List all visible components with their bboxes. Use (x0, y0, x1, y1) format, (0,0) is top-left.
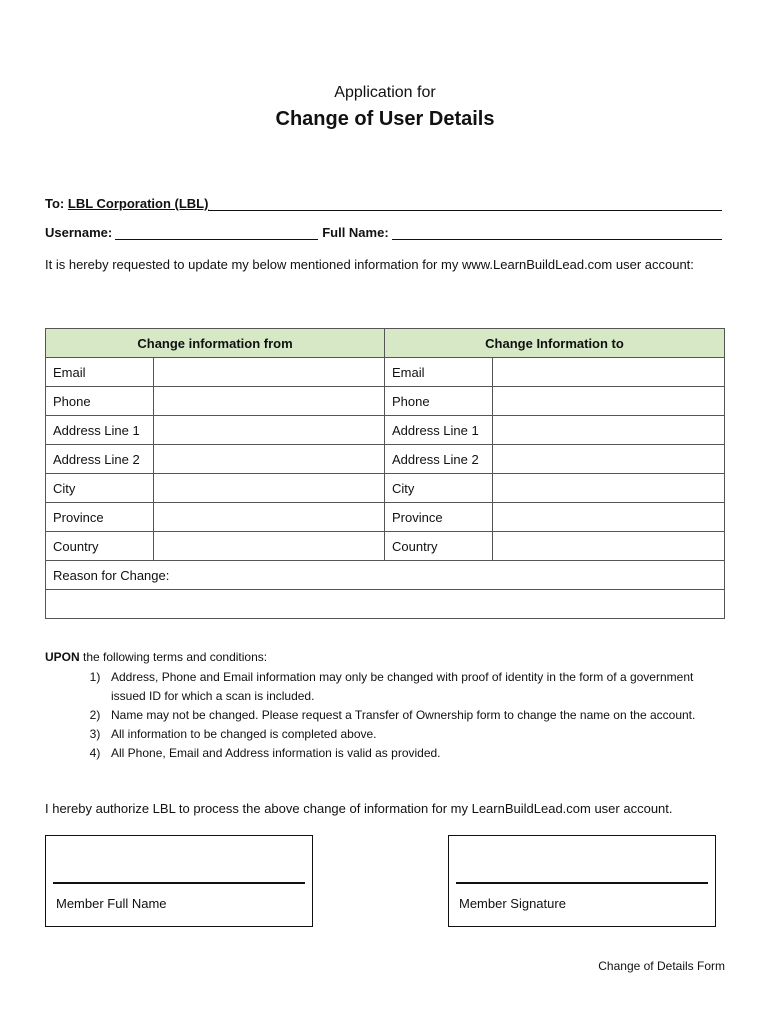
reason-input-cell[interactable] (46, 590, 725, 619)
table-row (46, 532, 725, 561)
to-value: LBL Corporation (LBL) (67, 196, 209, 211)
to-field-label: Address Line 2 (385, 445, 493, 474)
authorization-statement: I hereby authorize LBL to process the above change of information for my LearnBuildLead.com user account. (45, 801, 673, 816)
member-signature-label: Member Signature (459, 896, 566, 911)
member-full-name-box[interactable] (45, 835, 313, 927)
table-row (46, 445, 725, 474)
from-field-value[interactable] (154, 474, 385, 503)
terms-section (45, 649, 730, 763)
to-field-label: Address Line 1 (385, 416, 493, 445)
to-field-label: City (385, 474, 493, 503)
user-fields (45, 225, 722, 240)
form-subtitle: Application for (334, 84, 436, 101)
table-body (46, 358, 725, 561)
username-label: Username: (45, 225, 113, 240)
intro-text: It is hereby requested to update my below mentioned information for my www.LearnBuildLead.com user account: (45, 257, 694, 272)
signature-line (456, 882, 708, 884)
from-field-value[interactable] (154, 503, 385, 532)
table-header-row (46, 329, 725, 358)
fullname-label: Full Name: (322, 225, 389, 240)
table-row (46, 503, 725, 532)
from-field-label: Address Line 2 (46, 445, 154, 474)
terms-lead-text: the following terms and conditions: (79, 650, 268, 664)
to-field-value[interactable] (493, 387, 725, 416)
table-row (46, 474, 725, 503)
header-change-from: Change information from (46, 329, 385, 358)
from-field-label: Address Line 1 (46, 416, 154, 445)
terms-item: 2. Name may not be changed. Please request a Transfer of Ownership form to change the name on the account. (107, 706, 730, 725)
table-row (46, 387, 725, 416)
to-field-label: Province (385, 503, 493, 532)
member-signature-box[interactable] (448, 835, 716, 927)
to-field-label: Phone (385, 387, 493, 416)
to-field-label: Email (385, 358, 493, 387)
table-row (46, 358, 725, 387)
from-field-label: Phone (46, 387, 154, 416)
terms-item: 3. All information to be changed is completed above. (107, 725, 730, 744)
to-field-value[interactable] (493, 474, 725, 503)
from-field-label: Province (46, 503, 154, 532)
to-field-value[interactable] (493, 532, 725, 561)
terms-lead-bold: UPON (45, 650, 80, 664)
reason-input-row (46, 590, 725, 619)
from-field-label: Country (46, 532, 154, 561)
terms-item: 1. Address, Phone and Email information may only be changed with proof of identity in the form of a government issued ID for which a scan is included. (107, 668, 730, 706)
full-name-line (53, 882, 305, 884)
terms-item: 4. All Phone, Email and Address information is valid as provided. (107, 744, 730, 763)
to-label: To: (45, 196, 65, 211)
from-field-value[interactable] (154, 387, 385, 416)
header-change-to: Change Information to (385, 329, 725, 358)
member-full-name-label: Member Full Name (56, 896, 167, 911)
from-field-label: City (46, 474, 154, 503)
username-field[interactable] (115, 225, 318, 240)
reason-label: Reason for Change: (46, 561, 725, 590)
to-field-value[interactable] (493, 445, 725, 474)
fullname-field[interactable] (392, 225, 722, 240)
table-row (46, 416, 725, 445)
to-field-value[interactable] (493, 503, 725, 532)
terms-heading (45, 649, 730, 666)
from-field-value[interactable] (154, 416, 385, 445)
to-field-label: Country (385, 532, 493, 561)
to-field (45, 196, 722, 211)
footer-form-name: Change of Details Form (598, 959, 725, 973)
to-fill-line[interactable] (208, 196, 722, 211)
to-field-value[interactable] (493, 416, 725, 445)
from-field-label: Email (46, 358, 154, 387)
reason-label-row (46, 561, 725, 590)
from-field-value[interactable] (154, 532, 385, 561)
terms-list (45, 668, 730, 763)
to-field-value[interactable] (493, 358, 725, 387)
form-title: Change of User Details (275, 108, 495, 130)
from-field-value[interactable] (154, 445, 385, 474)
change-info-table (45, 328, 725, 619)
from-field-value[interactable] (154, 358, 385, 387)
